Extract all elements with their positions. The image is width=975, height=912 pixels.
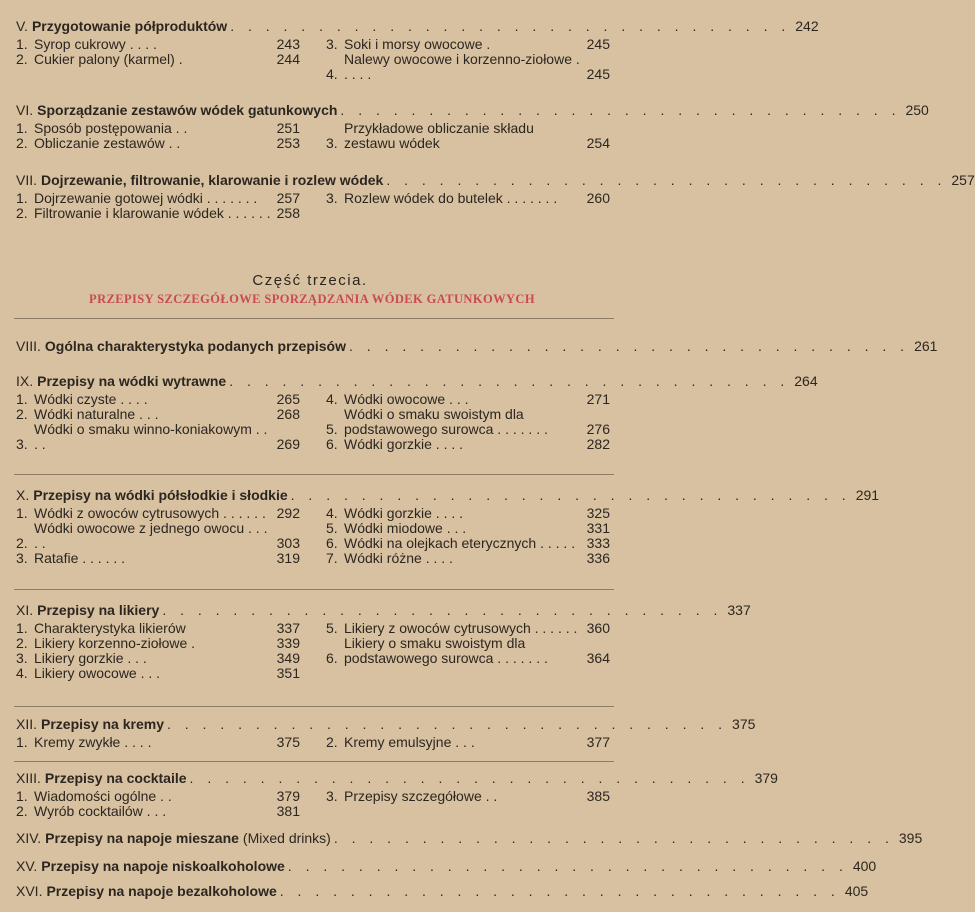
toc-entry <box>16 651 300 666</box>
toc-entry <box>326 735 610 750</box>
entry-title: Sposób postępowania . . <box>34 120 188 136</box>
subsection-column-left <box>16 37 320 82</box>
chapter-title-extra: (Mixed drinks) <box>242 830 331 846</box>
entry-page: 349 <box>276 650 300 666</box>
entry-number: 3. <box>16 550 28 566</box>
entry-number: 2. <box>16 406 28 422</box>
entry-number: 3. <box>326 135 338 151</box>
entry-page: 331 <box>586 520 610 536</box>
chapter-title: Przepisy na kremy <box>41 716 164 732</box>
subsection-column-right <box>320 621 610 681</box>
entry-page: 244 <box>276 51 300 67</box>
entry-title: Wódki gorzkie . . . . <box>344 505 464 521</box>
subsection-columns <box>16 37 610 82</box>
entry-page: 243 <box>276 36 300 52</box>
toc-entry <box>326 536 610 551</box>
entry-number: 6. <box>326 436 338 452</box>
entry-number: 1. <box>16 734 28 750</box>
entry-number: 1. <box>16 505 28 521</box>
toc-entry <box>326 437 610 452</box>
chapter-heading <box>16 858 877 874</box>
entry-title: Cukier palony (karmel) . <box>34 51 183 67</box>
section-x <box>16 487 880 566</box>
toc-entry <box>16 191 300 206</box>
entry-number: 6. <box>326 535 338 551</box>
chapter-title: Ogólna charakterystyka podanych przepisów <box>44 338 347 354</box>
toc-entry <box>16 52 300 67</box>
toc-entry <box>326 392 610 407</box>
chapter-page: 395 <box>898 830 923 846</box>
toc-entry <box>326 52 610 82</box>
entry-number: 1. <box>16 120 28 136</box>
subsection-column-left <box>16 392 320 452</box>
toc-entry <box>326 407 610 437</box>
subsection-columns <box>16 621 610 681</box>
entry-page: 381 <box>276 803 300 819</box>
entry-title: Likiery gorzkie . . . <box>34 650 147 666</box>
dot-leader: . . . . . . . . . . . . . . . . . . . . . . . . . . . . . . . . <box>349 338 910 354</box>
entry-page: 276 <box>586 421 610 437</box>
subsection-column-right <box>320 506 610 566</box>
chapter-title: Przepisy na napoje mieszane <box>45 830 239 846</box>
entry-number: 3. <box>16 650 28 666</box>
entry-title: Wódki czyste . . . . <box>34 391 148 407</box>
chapter-page: 250 <box>905 102 929 118</box>
entry-title: Likiery owocowe . . . <box>34 665 161 681</box>
entry-number: 1. <box>16 36 28 52</box>
toc-entry <box>16 551 300 566</box>
entry-title: Wódki różne . . . . <box>344 550 453 566</box>
chapter-heading <box>16 883 869 899</box>
entry-page: 375 <box>276 734 300 750</box>
entry-number: 2. <box>16 535 28 551</box>
chapter-number: XVI. <box>16 883 43 899</box>
entry-title: Soki i morsy owocowe . <box>344 36 491 52</box>
chapter-heading <box>16 172 975 188</box>
entry-number: 4. <box>326 66 338 82</box>
section-vii <box>16 172 975 221</box>
chapter-heading <box>16 338 938 354</box>
entry-title: Filtrowanie i klarowanie wódek . . . . . . <box>34 205 271 221</box>
section-v <box>16 18 819 82</box>
entry-title: Kremy emulsyjne . . . <box>344 734 475 750</box>
toc-entry <box>16 392 300 407</box>
entry-page: 269 <box>276 436 300 452</box>
entry-title: Likiery z owoców cytrusowych . . . . . . <box>344 620 578 636</box>
subsection-column-left <box>16 789 320 819</box>
entry-number: 3. <box>326 190 338 206</box>
entry-title: Syrop cukrowy . . . . <box>34 36 157 52</box>
toc-entry <box>16 621 300 636</box>
chapter-heading <box>16 716 756 732</box>
subsection-columns <box>16 392 610 452</box>
divider-rule <box>14 761 614 762</box>
chapter-page: 405 <box>844 883 869 899</box>
toc-entry <box>16 735 300 750</box>
chapter-title: Przepisy na napoje bezalkoholowe <box>46 883 277 899</box>
toc-entry <box>326 621 610 636</box>
chapter-page: 264 <box>794 373 818 389</box>
chapter-heading <box>16 770 778 786</box>
entry-page: 268 <box>276 406 300 422</box>
entry-page: 258 <box>276 205 300 221</box>
entry-number: 1. <box>16 391 28 407</box>
entry-number: 1. <box>16 620 28 636</box>
section-xi <box>16 602 751 681</box>
part-label: Część trzecia. <box>252 272 368 289</box>
chapter-page: 291 <box>855 487 880 503</box>
entry-page: 303 <box>276 535 300 551</box>
subsection-column-right <box>320 735 610 750</box>
entry-page: 245 <box>586 66 610 82</box>
chapter-title: Przepisy na cocktaile <box>44 770 187 786</box>
toc-entry <box>16 804 300 819</box>
entry-page: 337 <box>276 620 300 636</box>
chapter-number: IX. <box>16 373 34 389</box>
toc-entry <box>326 37 610 52</box>
divider-rule <box>14 589 614 590</box>
chapter-page: 257 <box>951 172 975 188</box>
chapter-title: Przepisy na wódki półsłodkie i słodkie <box>33 487 288 503</box>
subsection-column-left <box>16 735 320 750</box>
entry-title: Likiery korzenno-ziołowe . <box>34 635 196 651</box>
entry-number: 4. <box>326 391 338 407</box>
toc-entry <box>16 37 300 52</box>
entry-page: 325 <box>586 505 610 521</box>
entry-number: 4. <box>326 505 338 521</box>
dot-leader: . . . . . . . . . . . . . . . . . . . . . . . . . . . . . . . . <box>340 102 901 118</box>
entry-number: 2. <box>16 51 28 67</box>
entry-number: 7. <box>326 550 338 566</box>
entry-number: 5. <box>326 620 338 636</box>
entry-number: 2. <box>16 135 28 151</box>
entry-number: 2. <box>326 734 338 750</box>
entry-page: 292 <box>276 505 300 521</box>
entry-number: 2. <box>16 635 28 651</box>
divider-rule <box>14 474 614 475</box>
chapter-page: 337 <box>727 602 751 618</box>
divider-rule <box>14 318 614 319</box>
entry-page: 379 <box>276 788 300 804</box>
chapter-number: XIV. <box>16 830 42 846</box>
entry-title: Wódki naturalne . . . <box>34 406 159 422</box>
entry-title: Wyrób cocktailów . . . <box>34 803 167 819</box>
chapter-title: Przepisy na napoje niskoalkoholowe <box>41 858 285 874</box>
entry-number: 4. <box>16 665 28 681</box>
entry-number: 2. <box>16 803 28 819</box>
chapter-number: XIII. <box>16 770 41 786</box>
chapter-title: Przygotowanie półproduktów <box>31 18 228 34</box>
entry-title: Wódki na olejkach eterycznych . . . . . <box>344 535 576 551</box>
toc-entry <box>16 506 300 521</box>
dot-leader: . . . . . . . . . . . . . . . . . . . . . . . . . . . . . . . . <box>287 858 848 874</box>
entry-title: Wódki gorzkie . . . . <box>344 436 464 452</box>
chapter-number: VIII. <box>16 338 41 354</box>
chapter-number: XII. <box>16 716 38 732</box>
subsection-columns <box>16 121 610 151</box>
entry-title: Dojrzewanie gotowej wódki . . . . . . . <box>34 190 258 206</box>
entry-number: 5. <box>326 520 338 536</box>
section-xiv <box>16 830 923 846</box>
entry-number: 3. <box>326 788 338 804</box>
chapter-title: Przepisy na wódki wytrawne <box>37 373 227 389</box>
entry-page: 385 <box>586 788 610 804</box>
chapter-title: Sporządzanie zestawów wódek gatunkowych <box>37 102 338 118</box>
section-vi <box>16 102 929 151</box>
subsection-columns <box>16 506 610 566</box>
entry-title: Wódki owocowe . . . <box>344 391 469 407</box>
chapter-page: 242 <box>795 18 819 34</box>
chapter-heading <box>16 102 929 118</box>
entry-title: Wódki o smaku swoistym dla podstawowego surowca . . . . . . . <box>344 406 548 437</box>
dot-leader: . . . . . . . . . . . . . . . . . . . . . . . . . . . . . . . . <box>230 18 791 34</box>
entry-page: 254 <box>586 135 610 151</box>
entry-title: Ratafie . . . . . . <box>34 550 126 566</box>
toc-entry <box>16 666 300 681</box>
subsection-column-left <box>16 621 320 681</box>
entry-page: 360 <box>586 620 610 636</box>
entry-title: Obliczanie zestawów . . <box>34 135 181 151</box>
entry-number: 2. <box>16 205 28 221</box>
entry-title: Likiery o smaku swoistym dla podstawowego surowca . . . . . . . <box>344 635 548 666</box>
entry-title: Przepisy szczegółowe . . <box>344 788 498 804</box>
toc-entry <box>16 521 300 551</box>
entry-page: 260 <box>586 190 610 206</box>
toc-entry <box>16 121 300 136</box>
entry-number: 1. <box>16 788 28 804</box>
chapter-page: 400 <box>852 858 877 874</box>
entry-page: 319 <box>276 550 300 566</box>
chapter-heading <box>16 487 880 503</box>
entry-title: Rozlew wódek do butelek . . . . . . . <box>344 190 558 206</box>
chapter-heading <box>16 602 751 618</box>
toc-entry <box>16 422 300 452</box>
entry-page: 351 <box>276 665 300 681</box>
chapter-heading <box>16 830 923 846</box>
section-viii <box>16 338 938 354</box>
dot-leader: . . . . . . . . . . . . . . . . . . . . . . . . . . . . . . . . <box>229 373 790 389</box>
entry-title: Nalewy owocowe i korzenno-ziołowe . . . . . <box>344 51 580 82</box>
entry-title: Kremy zwykłe . . . . <box>34 734 152 750</box>
subsection-column-right <box>320 37 610 82</box>
entry-page: 339 <box>276 635 300 651</box>
subsection-column-right <box>320 121 610 151</box>
subsection-column-right <box>320 392 610 452</box>
entry-page: 336 <box>586 550 610 566</box>
chapter-heading <box>16 373 818 389</box>
entry-title: Wódki miodowe . . . <box>344 520 467 536</box>
toc-entry <box>16 206 300 221</box>
chapter-number: VI. <box>16 102 34 118</box>
subsection-column-right <box>320 191 610 221</box>
subsection-column-left <box>16 506 320 566</box>
chapter-number: VII. <box>16 172 38 188</box>
entry-title: Wódki o smaku winno-koniakowym . . . . <box>34 421 268 452</box>
dot-leader: . . . . . . . . . . . . . . . . . . . . . . . . . . . . . . . . <box>290 487 851 503</box>
chapter-title: Dojrzewanie, filtrowanie, klarowanie i rozlew wódek <box>41 172 384 188</box>
dot-leader: . . . . . . . . . . . . . . . . . . . . . . . . . . . . . . . . <box>333 830 894 846</box>
chapter-heading <box>16 18 819 34</box>
toc-entry <box>326 521 610 536</box>
subsection-column-right <box>320 789 610 819</box>
dot-leader: . . . . . . . . . . . . . . . . . . . . . . . . . . . . . . . . <box>166 716 728 732</box>
entry-page: 265 <box>276 391 300 407</box>
entry-number: 5. <box>326 421 338 437</box>
toc-entry <box>16 407 300 422</box>
subsection-columns <box>16 735 610 750</box>
toc-entry <box>326 506 610 521</box>
entry-title: Wódki owocowe z jednego owocu . . . . . <box>34 520 268 551</box>
entry-page: 253 <box>276 135 300 151</box>
toc-entry <box>326 191 610 206</box>
entry-page: 251 <box>276 120 300 136</box>
chapter-number: X. <box>16 487 30 503</box>
section-xvi <box>16 883 869 899</box>
chapter-number: V. <box>16 18 28 34</box>
toc-entry <box>16 636 300 651</box>
dot-leader: . . . . . . . . . . . . . . . . . . . . . . . . . . . . . . . . <box>386 172 947 188</box>
dot-leader: . . . . . . . . . . . . . . . . . . . . . . . . . . . . . . . . <box>189 770 750 786</box>
subsection-columns <box>16 789 610 819</box>
entry-page: 333 <box>586 535 610 551</box>
dot-leader: . . . . . . . . . . . . . . . . . . . . . . . . . . . . . . . . <box>162 602 723 618</box>
entry-title: Charakterystyka likierów <box>34 620 186 636</box>
section-ix <box>16 373 818 452</box>
chapter-page: 375 <box>732 716 756 732</box>
section-xii <box>16 716 756 750</box>
toc-entry <box>16 136 300 151</box>
entry-number: 3. <box>326 36 338 52</box>
entry-page: 377 <box>586 734 610 750</box>
entry-title: Wódki z owoców cytrusowych . . . . . . <box>34 505 266 521</box>
entry-page: 364 <box>586 650 610 666</box>
chapter-page: 261 <box>914 338 938 354</box>
toc-entry <box>326 636 610 666</box>
entry-number: 1. <box>16 190 28 206</box>
toc-entry <box>326 121 610 151</box>
divider-rule <box>14 706 614 707</box>
entry-page: 245 <box>586 36 610 52</box>
chapter-page: 379 <box>754 770 778 786</box>
chapter-number: XV. <box>16 858 38 874</box>
entry-number: 6. <box>326 650 338 666</box>
chapter-number: XI. <box>16 602 34 618</box>
toc-entry <box>326 789 610 804</box>
entry-page: 257 <box>276 190 300 206</box>
toc-entry <box>16 789 300 804</box>
subsection-column-left <box>16 121 320 151</box>
entry-page: 271 <box>586 391 610 407</box>
subsection-column-left <box>16 191 320 221</box>
entry-title: Wiadomości ogólne . . <box>34 788 172 804</box>
entry-title: Przykładowe obliczanie składu zestawu wódek <box>344 120 534 151</box>
section-xiii <box>16 770 778 819</box>
toc-entry <box>326 551 610 566</box>
chapter-title: Przepisy na likiery <box>37 602 160 618</box>
entry-number: 3. <box>16 436 28 452</box>
dot-leader: . . . . . . . . . . . . . . . . . . . . . . . . . . . . . . . . <box>279 883 840 899</box>
section-xv <box>16 858 877 874</box>
entry-page: 282 <box>586 436 610 452</box>
part-title: PRZEPISY SZCZEGÓŁOWE SPORZĄDZANIA WÓDEK GATUNKOWYCH <box>89 292 535 306</box>
subsection-columns <box>16 191 610 221</box>
